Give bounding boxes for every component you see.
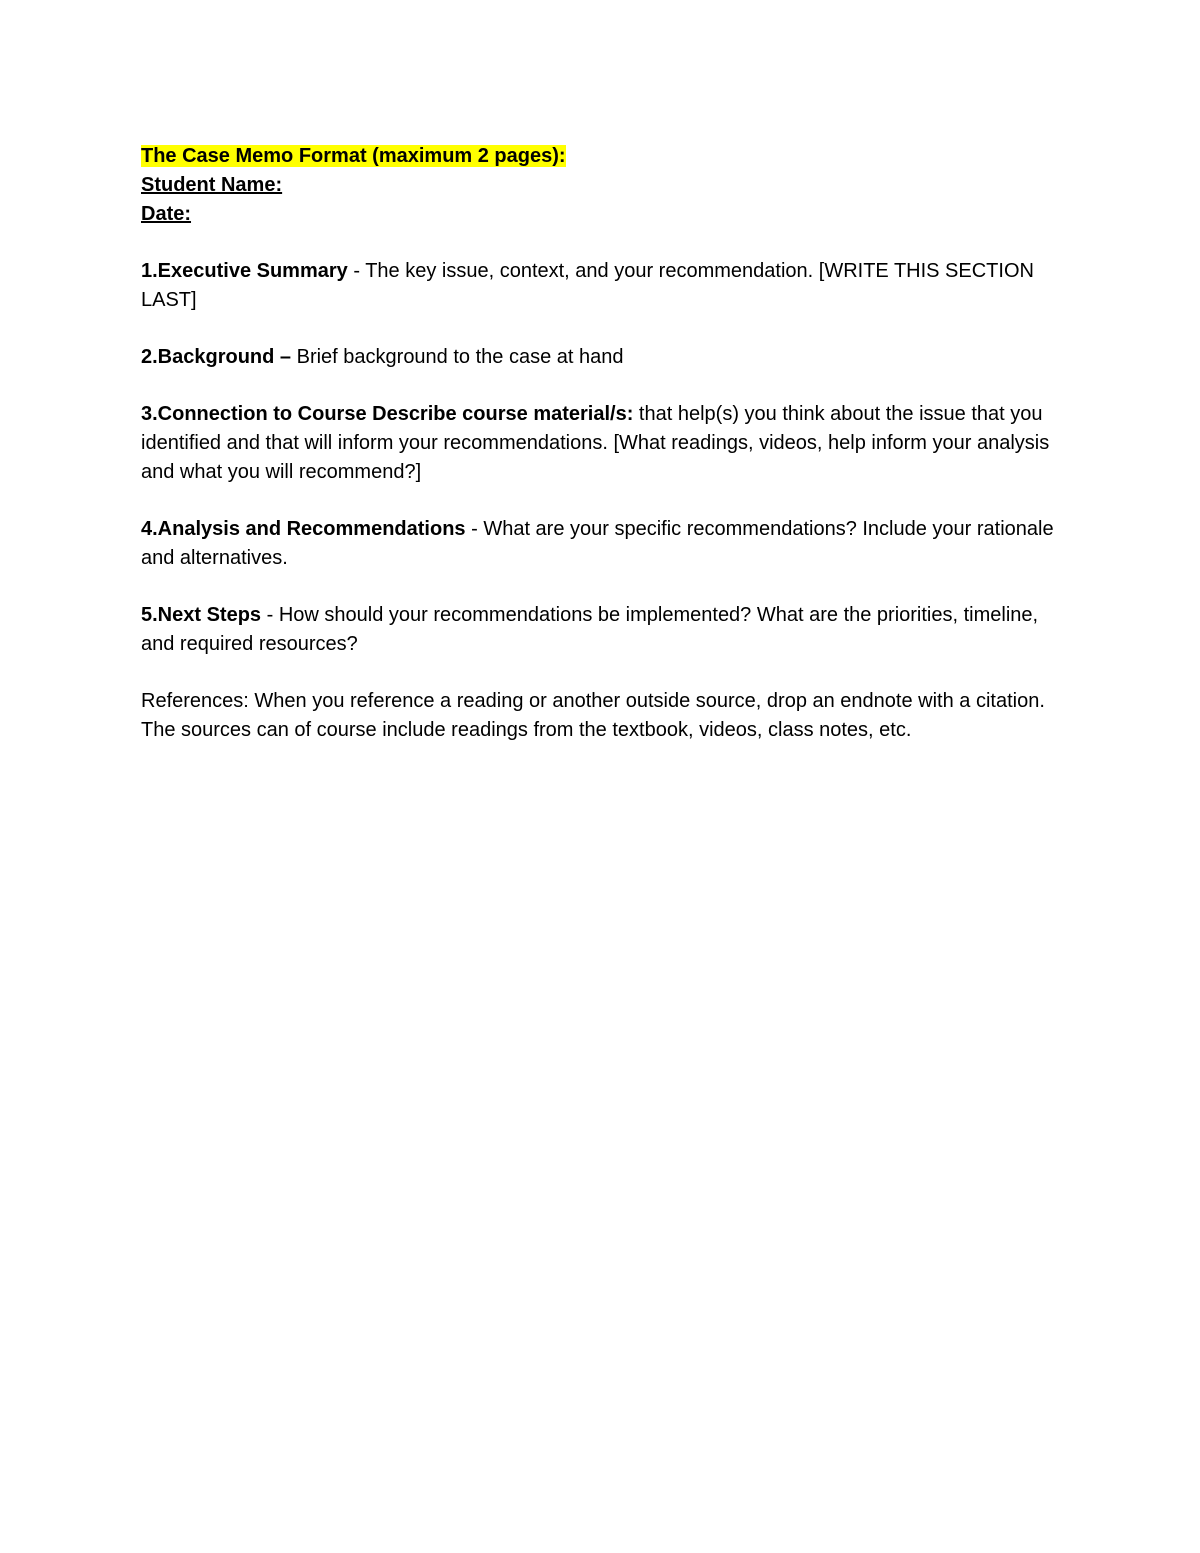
references-paragraph: References: When you reference a reading or another outside source, drop an endnote with a citation. The sources can of course include readings from the textbook, videos, class notes, etc.: [141, 690, 1045, 741]
spacer: [141, 573, 1061, 601]
section-connection-to-course: [141, 400, 1061, 487]
spacer: [141, 659, 1061, 687]
section-background: [141, 343, 1061, 372]
spacer: [141, 315, 1061, 343]
spacer: [141, 229, 1061, 257]
section-heading: 5.Next Steps: [141, 604, 262, 626]
section-next-steps: [141, 601, 1061, 659]
student-name-label: Student Name:: [141, 174, 283, 196]
date-label: Date:: [141, 203, 192, 225]
section-heading: 4.Analysis and Recommendations: [141, 518, 466, 540]
document-content: [141, 142, 1061, 745]
document-title: The Case Memo Format (maximum 2 pages):: [141, 145, 566, 167]
section-body: - What are your specific recommendations? Include your rationale and alternatives.: [141, 518, 1054, 569]
section-heading: 1.Executive Summary: [141, 260, 348, 282]
spacer: [141, 372, 1061, 400]
section-heading: 2.Background –: [141, 346, 292, 368]
spacer: [141, 487, 1061, 515]
section-body: - How should your recommendations be implemented? What are the priorities, timeline, and required resources?: [141, 604, 1039, 655]
section-analysis-and-recommendations: [141, 515, 1061, 573]
section-executive-summary: [141, 257, 1061, 315]
section-body: Brief background to the case at hand: [291, 346, 624, 368]
section-heading: 3.Connection to Course Describe course material/s:: [141, 403, 634, 425]
section-body: that help(s) you think about the issue that you identified and that will inform your recommendations. [What readings, videos, help inform your analysis and what you will recommend?]: [141, 403, 1050, 483]
date-line: [141, 200, 1061, 229]
section-body: - The key issue, context, and your recommendation. [WRITE THIS SECTION LAST]: [141, 260, 1034, 311]
document-title-line: [141, 142, 1061, 171]
student-name-line: [141, 171, 1061, 200]
